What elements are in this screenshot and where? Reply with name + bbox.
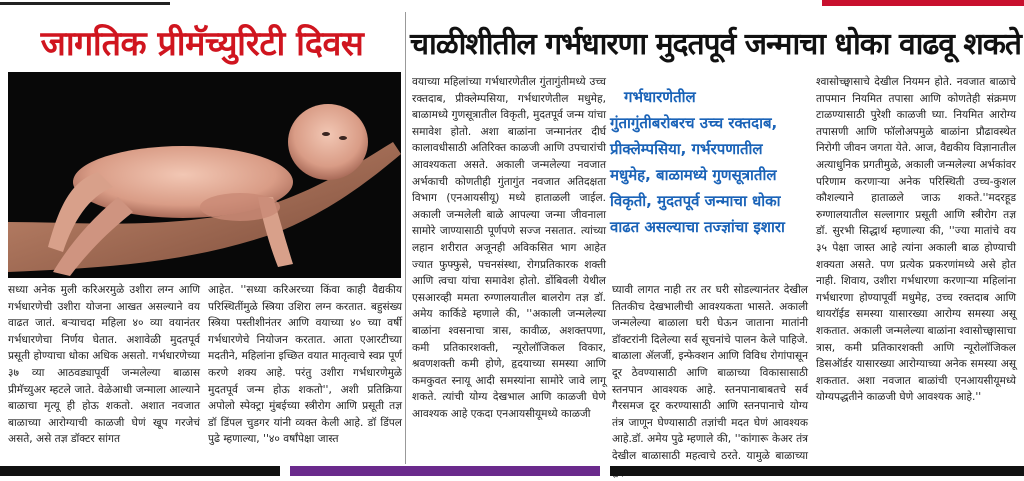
top-rule-red <box>822 0 1024 6</box>
column-1-text: सध्या अनेक मुली करिअरमुळे उशीरा लग्न आणि गर्भधारणेची उशीरा योजना आखत असल्याने वय वाढत जातं. बऱ्याचदा महिला ४० व्या वयानंतर गर्भधारणेचा निर्णय घेतात. अशावेळी मुदतपूर्व प्रसूती होण्याचा धोका अधिक असतो. गर्भधारणेच्या ३७ व्या आठवड्यापूर्वी जन्मलेल्या बाळास प्रीमॅच्युअर म्हटले जाते. वेळेआधी जन्माला आल्याने बाळाचा मृत्यू ही होऊ शकतो. अशात नवजात बाळाच्या आरोग्याची काळजी घेणं खूप गरजेचं असते, असे तज्ञ डॉक्टर सांगत <box>8 284 200 446</box>
top-rule <box>0 0 1024 8</box>
headline-right: चाळीशीतील गर्भधारणा मुदतपूर्व जन्माचा धोका वाढवू शकते <box>410 26 1021 62</box>
pull-quote-line-5: विकृती, मुदतपूर्व जन्माचा धोका <box>610 192 781 210</box>
article-column-5 <box>816 74 1016 464</box>
column-5-text: श्वासोच्छ्वासाचे देखील नियमन होते. नवजात बाळाचे तापमान नियमित तपासा आणि कोणतेही संक्रमण टाळण्यासाठी पुरेशी काळजी घ्या. नियमित आरोग्य तपासणी आणि फॉलोअपमुळे बाळांना प्रौढावस्थेत निरोगी जीवन जगता येते. आज, वैद्यकीय विज्ञानातील अत्याधुनिक प्रगतीमुळे, अकाली जन्मलेल्या अर्भकांवर परिणाम करणाऱ्या अनेक परिस्थिती उच्च-कुशल कौशल्याने हाताळले जाऊ शकते.''मदरहूड रुग्णालयातील सल्लागार प्रसूती आणि स्त्रीरोग तज्ञ डॉ. सुरभी सिद्धार्थ म्हणाल्या की, ''ज्या मातांचे वय ३५ पेक्षा जास्त आहे त्यांना अकाली बाळ होण्याची शक्यता असते. पण प्रत्येक प्रकरणांमध्ये असे होत नाही. शिवाय, उशीरा गर्भधारणा करणाऱ्या महिलांना गर्भधारणा होण्यापूर्वी मधुमेह, उच्च रक्तदाब आणि थायरॉईड समस्या यासारख्या आरोग्य समस्या असू शकतात. अकाली जन्मलेल्या बाळांना श्वासोच्छ्वासाचा त्रास, कमी प्रतिकारशक्ती आणि न्यूरोलॉजिकल डिसऑर्डर यासारख्या आरोग्याच्या अनेक समस्या असू शकतात. अशा नवजात बाळांची एनआयसीयूमध्ये योग्यपद्धतीने काळजी घेणे आवश्यक आहे.'' <box>816 76 1016 404</box>
infant-illustration <box>8 72 401 278</box>
column-2-text: आहेत. ''सध्या करिअरच्या किंवा काही वैद्यकीय परिस्थितींमुळे स्त्रिया उशिरा लग्न करतात. बहुसंख्य स्त्रिया पस्तीशीनंतर आणि वयाच्या ४० च्या वर्षी गर्भधारणेचे नियोजन करतात. आता एआरटीच्या मदतीने, महिलांना इच्छित वयात मातृत्वाचे स्वप्न पूर्ण करणे शक्य आहे. परंतु उशीरा गर्भधारणेमुळे मुदतपूर्व जन्म होऊ शकतो'', अशी प्रतिक्रिया अपोलो स्पेक्ट्रा मुंबईच्या स्त्रीरोग आणि प्रसूती तज्ञ डॉ डिंपल चुडगर यांनी व्यक्त केली आहे. डॉ डिंपल पुढे म्हणाल्या, ''४० वर्षांपेक्षा जास्त <box>208 284 402 446</box>
article-column-3 <box>412 74 606 464</box>
pull-quote-line-4: मधुमेह, बाळामध्ये गुणसूत्रातील <box>610 166 777 184</box>
column-3-text: वयाच्या महिलांच्या गर्भधारणेतील गुंतागुंतीमध्ये उच्च रक्तदाब, प्रीक्लेम्पसिया, गर्भधारणेतील मधुमेह, बाळामध्ये गुणसूत्रातील विकृती, मुदतपूर्व जन्म यांचा समावेश होतो. अशा बाळांना जन्मानंतर दीर्घ कालावधीसाठी अतिरिक्त काळजी आणि उपचारांची आवश्यकता असते. अकाली जन्मलेल्या नवजात अर्भकाची कोणतीही गुंतागुंत नवजात अतिदक्षता विभाग (एनआयसीयू) मध्ये हाताळली जाईल. अकाली जन्मलेली बाळे आपल्या जन्मा जीवनाला सामोरे जाण्यासाठी पूर्णपणे सज्ज नसतात. त्यांच्या लहान शरीरात अजूनही अविकसित भाग आहेत ज्यात फुफ्फुसे, पचनसंस्था, रोगप्रतिकारक शक्ती आणि त्वचा यांचा समावेश होतो. डोंबिवली येथील एसआरव्ही ममता रुग्णालयातील बालरोग तज्ञ डॉ. अमेय कार्किडे म्हणाले की, ''अकाली जन्मलेल्या बाळांना श्वसनाचा त्रास, कावीळ, अशक्तपणा, कमी प्रतिकारशक्ती, न्यूरोलॉजिकल विकार, श्रवणशक्ती कमी होणे, हृदयाच्या समस्या आणि कमकुवत स्नायू आदी समस्यांना सामोरे जावे लागू शकते. त्यांची योग्य देखभाल आणि काळजी घेणे आवश्यक आहे एकदा एनआयसीयूमध्ये काळजी <box>412 76 606 420</box>
bottom-bar-purple <box>290 466 600 476</box>
bottom-bar-dark <box>0 466 280 476</box>
headline-left: जागतिक प्रीमॅच्युरिटी दिवस <box>40 24 364 64</box>
top-rule-black <box>0 2 170 5</box>
pull-quote-line-2: गुंतागुंतीबरोबरच उच्च रक्तदाब, <box>610 114 778 132</box>
article-column-2 <box>208 282 402 464</box>
article-column-4 <box>612 282 808 464</box>
pull-quote-line-3: प्रीक्लेम्पसिया, गर्भरपणातील <box>610 140 763 158</box>
article-column-1 <box>8 282 200 464</box>
pull-quote <box>610 84 810 274</box>
bottom-bar-right <box>610 466 1024 476</box>
pull-quote-line-1: गर्भधारणेतील <box>624 88 696 106</box>
column-4-text: घ्यावी लागत नाही तर तर घरी सोडल्यानंतर देखील तितकीच देखभालीची आवश्यकता भासते. अकाली जन्मलेल्या बाळाला घरी घेऊन जाताना मातांनी डॉक्टरांनी दिलेल्या सर्व सूचनांचे पालन केले पाहिजे. बाळाला ॲलर्जी, इन्फेक्शन आणि विविध रोगांपासून दूर ठेवण्यासाठी आणि बाळाच्या विकासासाठी स्तनपान आवश्यक आहे. स्तनपानाबाबतचे सर्व गैरसमज दूर करण्यासाठी आणि स्तनपानाचे योग्य तंत्र जाणून घेण्यासाठी तज्ञांची मदत घेणं आवश्यक आहे.डॉ. अमेय पुढे म्हणाले की, ''कांगारू केअर तंत्र देखील बाळासाठी महत्वाचे ठरते. यामुळे बाळाच्या <box>612 284 808 462</box>
pull-quote-line-6: वाढत असल्याचा तज्ज्ञांचा इशारा <box>610 218 785 236</box>
column-divider <box>405 12 406 464</box>
infant-photo <box>8 72 401 278</box>
